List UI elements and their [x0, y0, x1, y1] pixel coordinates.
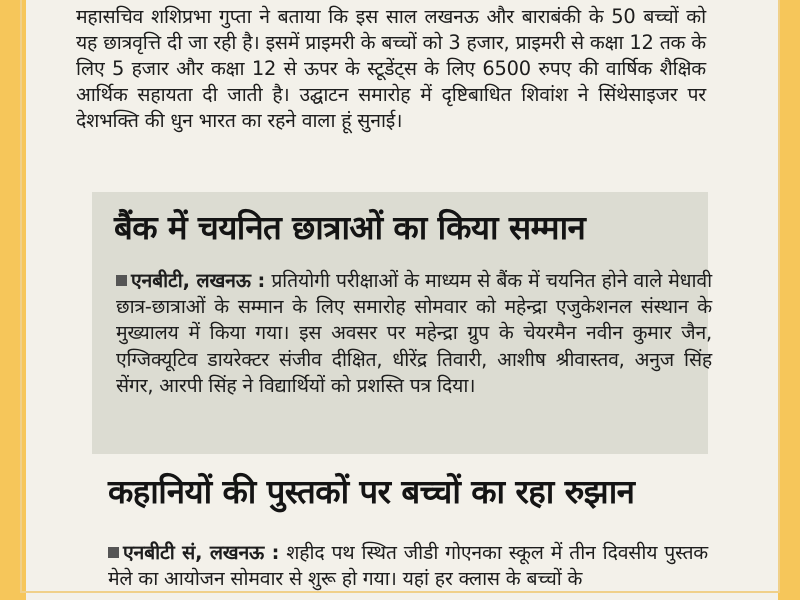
article2-body: [108, 540, 708, 592]
article2-headline: कहानियों की पुस्तकों पर बच्चों का रहा रुझान: [108, 472, 635, 511]
bullet-icon: [116, 275, 127, 286]
lead-paragraph: महासचिव शशिप्रभा गुप्ता ने बताया कि इस साल लखनऊ और बाराबंकी के 50 बच्चों को यह छात्रवृत्ति दी जा रही है। इसमें प्राइमरी के बच्चों को 3 हजार, प्राइमरी से कक्षा 12 तक के लिए 5 हजार और कक्षा 12 से ऊपर के स्टूडेंट्स के लिए 6500 रुपए की वार्षिक शैक्षिक आर्थिक सहायता दी जाती है। उद्घाटन समारोह में दृष्टिबाधित शिवांश ने सिंथेसाइजर पर देशभक्ति की धुन भारत का रहने वाला हूं सुनाई।: [76, 5, 706, 132]
bullet-icon: [108, 547, 119, 558]
article1-text: प्रतियोगी परीक्षाओं के माध्यम से बैंक में चयनित होने वाले मेधावी छात्र-छात्राओं के सम्मान के लिए समारोह सोमवार को महेन्द्रा एजुकेशनल संस्थान के मुख्यालय में किया गया। इस अवसर पर महेन्द्रा ग्रुप के चेयरमैन नवीन कुमार जैन, एग्जिक्यूटिव डायरेक्टर संजीव दीक्षित, धीरेंद्र तिवारी, आशीष श्रीवास्तव, अनुज सिंह सेंगर, आरपी सिंह ने विद्यार्थियों को प्रशस्ति पत्र दिया।: [116, 269, 712, 397]
article1-dateline: एनबीटी, लखनऊ :: [131, 269, 266, 292]
article1-body: [116, 268, 712, 399]
article2-dateline: एनबीटी सं, लखनऊ :: [123, 541, 280, 564]
article1-headline: बैंक में चयनित छात्राओं का किया सम्मान: [114, 208, 586, 247]
article2-text: शहीद पथ स्थित जीडी गोएनका स्कूल में तीन दिवसीय पुस्तक मेले का आयोजन सोमवार से शुरू हो गया। यहां हर क्लास के बच्चों के: [108, 541, 708, 591]
